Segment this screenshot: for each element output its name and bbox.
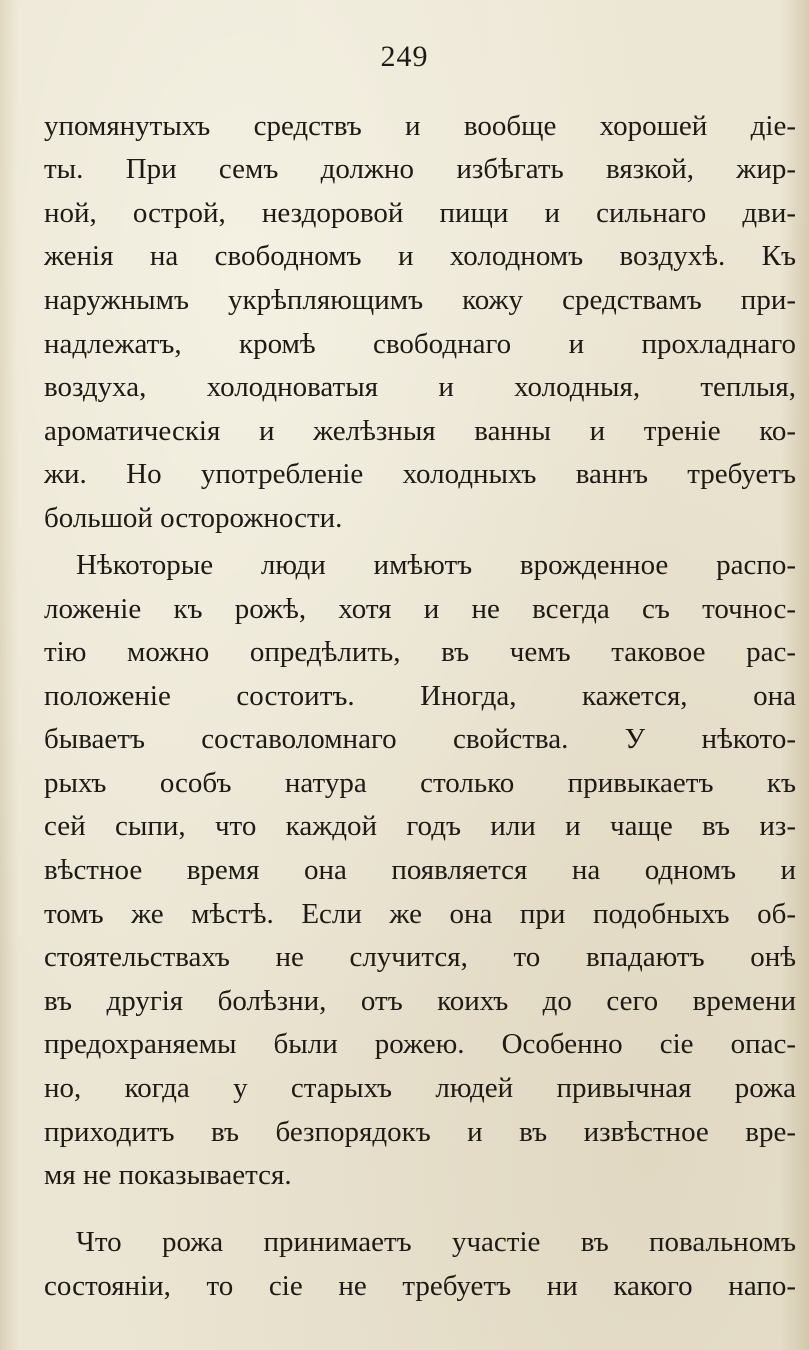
text-line: большой осторожности. bbox=[44, 502, 343, 534]
text-line: ты. При семъ должно избѣгать вязкой, жир- bbox=[44, 153, 796, 185]
text-line: положенiе состоитъ. Иногда, кажется, она bbox=[44, 680, 796, 712]
text-line: мя не показывается. bbox=[44, 1159, 292, 1191]
text-line: тiю можно опредѣлить, въ чемъ таковое рас- bbox=[44, 636, 796, 668]
text-line: вѣстное время она появляется на одномъ и bbox=[44, 854, 796, 886]
text-line: приходитъ въ безпорядокъ и въ извѣстное вре- bbox=[44, 1116, 796, 1148]
text-line: въ другiя болѣзни, отъ коихъ до сего времени bbox=[44, 985, 796, 1017]
text-line: но, когда у старыхъ людей привычная рожа bbox=[44, 1072, 796, 1104]
text-line: ароматическiя и желѣзныя ванны и тренiе ко- bbox=[44, 415, 796, 447]
text-line: ной, острой, нездоровой пищи и сильнаго дви- bbox=[44, 197, 796, 229]
text-line: надлежатъ, кромѣ свободнаго и прохладнаго bbox=[44, 328, 796, 360]
text-line: воздуха, холодноватыя и холодныя, теплыя, bbox=[44, 371, 796, 403]
text-line: предохраняемы были рожею. Особенно сiе опас- bbox=[44, 1028, 796, 1060]
paragraph-first-line: Что рожа принимаетъ участiе въ повальномъ bbox=[76, 1226, 796, 1258]
text-line: бываетъ составоломнаго свойства. У нѣкото- bbox=[44, 723, 796, 755]
text-line: наружнымъ укрѣпляющимъ кожу средствамъ при- bbox=[44, 284, 796, 316]
text-line: состоянiи, то сiе не требуетъ ни какого напо- bbox=[44, 1270, 796, 1302]
page-number: 249 bbox=[380, 40, 429, 73]
text-line: жи. Но употребленiе холодныхъ ваннъ требуетъ bbox=[44, 458, 796, 490]
text-line: женiя на свободномъ и холодномъ воздухѣ. Къ bbox=[44, 240, 796, 272]
text-line: томъ же мѣстѣ. Если же она при подобныхъ об- bbox=[44, 898, 796, 930]
text-line: стоятельствахъ не случится, то впадаютъ онѣ bbox=[44, 941, 796, 973]
text-line: ложенiе къ рожѣ, хотя и не всегда съ точнос- bbox=[44, 593, 796, 625]
text-line: сей сыпи, что каждой годъ или и чаще въ из- bbox=[44, 810, 796, 842]
paragraph-first-line: Нѣкоторые люди имѣютъ врожденное распо- bbox=[76, 549, 796, 581]
text-line: упомянутыхъ средствъ и вообще хорошей дiе- bbox=[44, 110, 796, 142]
text-line: рыхъ особъ натура столько привыкаетъ къ bbox=[44, 767, 796, 799]
